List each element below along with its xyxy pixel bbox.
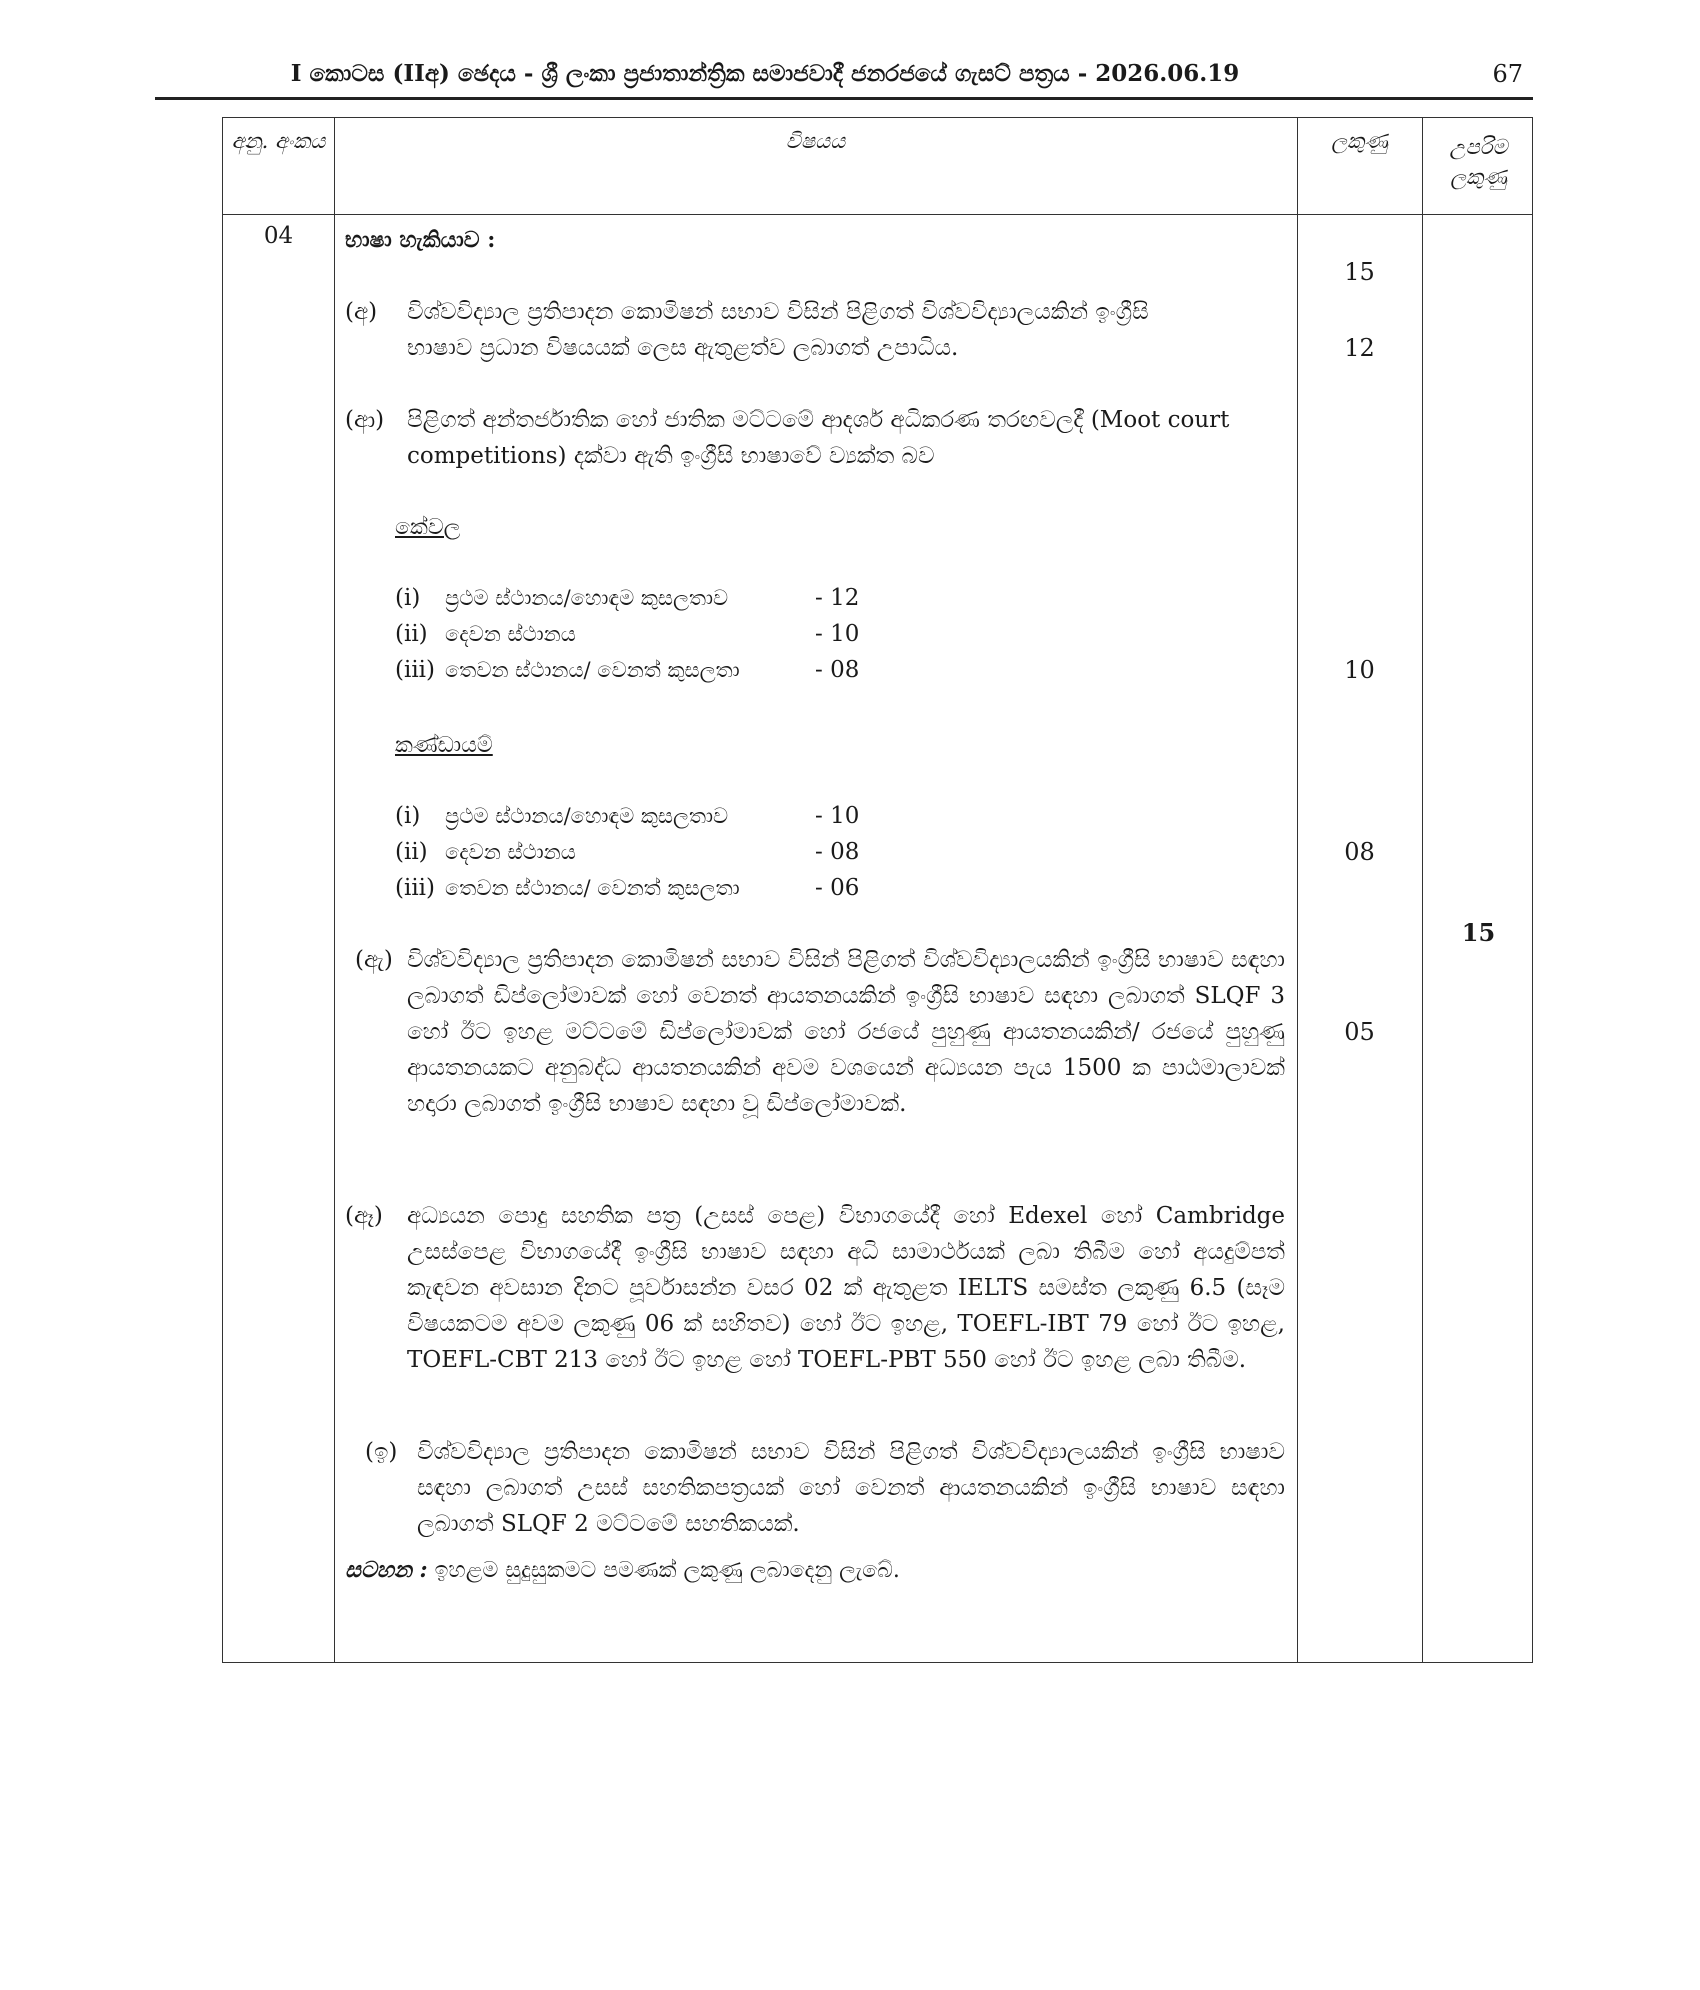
- rank-number: (ii): [395, 621, 428, 647]
- rank-number: (ii): [395, 839, 428, 865]
- marks-value: 08: [1344, 838, 1375, 866]
- individual-heading: කේවල: [395, 515, 461, 540]
- rank-text: ප්‍රථම ස්ථානය/හොඳම කුසලතාව: [445, 804, 729, 828]
- rank-value: - 10: [815, 621, 860, 647]
- marks-table: [222, 117, 1533, 1663]
- column-header-subject: විෂයය: [785, 129, 846, 153]
- item-label-ae: (ඇ): [355, 947, 393, 973]
- marks-value: 10: [1344, 656, 1375, 684]
- rank-text: දෙවන ස්ථානය: [445, 840, 576, 864]
- item-label-ae2: (ඈ): [345, 1203, 383, 1229]
- column-header-max-marks: උපරිම ලකුණු: [1449, 135, 1508, 190]
- rank-value: - 10: [815, 803, 860, 829]
- column-header-item-no: අනු. අංකය: [231, 129, 326, 153]
- page-header: [155, 58, 1533, 98]
- item-aa-line1: පිළිගත් අන්තර්ජාතික හෝ ජාතික මට්ටමේ ආදර්ශ අධිකරණ තරඟවලදී (Moot court: [407, 407, 1230, 433]
- column-divider: [1422, 118, 1423, 1662]
- max-marks-value: 15: [1461, 918, 1496, 947]
- column-divider: [334, 118, 335, 1662]
- item-number: 04: [263, 223, 294, 249]
- item-ae-text: විශ්වවිද්‍යාල ප්‍රතිපාදන කොමිෂන් සභාව විසින් පිළිගත් විශ්වවිද්‍යාලයකින් ඉංග්‍රීසි භාෂාව සඳහා ලබාගත් ඩිප්ලෝමාවක් හෝ වෙනත් ආයතනයකින් ඉංග්‍රීසි භාෂාව සඳහා ලබාගත් SLQF 3 හෝ ඊට ඉහළ මට්ටමේ ඩිප්ලෝමාවක් හෝ රජයේ පුහුණු ආයතනයකින්/ රජයේ පුහුණු ආයතනයකට අනුබද්ධ ආයතනයකින් අවම වශයෙන් අධ්‍යයන පැය 1500 ක පාඨමාලාවක් හදාරා ලබාගත් ඉංග්‍රීසි භාෂාව සඳහා වූ ඩිප්ලෝමාවක්.: [407, 947, 1285, 1117]
- item-a-line2: භාෂාව ප්‍රධාන විෂයයක් ලෙස ඇතුළත්ව ලබාගත් උපාධිය.: [407, 335, 959, 361]
- team-heading: කණ්ඩායම්: [395, 733, 493, 758]
- item-label-i: (ඉ): [365, 1439, 398, 1465]
- header-rule: [155, 97, 1533, 100]
- rank-number: (i): [395, 803, 421, 829]
- marks-value: 12: [1344, 334, 1375, 362]
- marks-value: 15: [1344, 258, 1375, 286]
- item-label-a: (අ): [345, 299, 378, 325]
- rank-number: (iii): [395, 657, 436, 683]
- item-i-text: විශ්වවිද්‍යාල ප්‍රතිපාදන කොමිෂන් සභාව විසින් පිළිගත් විශ්වවිද්‍යාලයකින් ඉංග්‍රීසි භාෂාව සඳහා ලබාගත් උසස් සහතිකපත්‍රයක් හෝ වෙනත් ආයතනයකින් ඉංග්‍රීසි භාෂාව සඳහා ලබාගත් SLQF 2 මට්ටමේ සහතිකයක්.: [417, 1439, 1285, 1537]
- rank-text: දෙවන ස්ථානය: [445, 622, 576, 646]
- header-row-divider: [223, 214, 1532, 215]
- item-a-line1: විශ්වවිද්‍යාල ප්‍රතිපාදන කොමිෂන් සභාව විසින් පිළිගත් විශ්වවිද්‍යාලයකින් ඉංග්‍රීසි: [407, 299, 1149, 325]
- rank-text: තෙවන ස්ථානය/ වෙනත් කුසලතා: [445, 876, 740, 900]
- rank-value: - 06: [815, 875, 860, 901]
- marks-value: 05: [1344, 1018, 1375, 1046]
- note: [345, 1552, 900, 1589]
- rank-text: තෙවන ස්ථානය/ වෙනත් කුසලතා: [445, 658, 740, 682]
- rank-text: ප්‍රථම ස්ථානය/හොඳම කුසලතාව: [445, 586, 729, 610]
- rank-number: (i): [395, 585, 421, 611]
- note-label: සටහන :: [345, 1557, 428, 1583]
- rank-value: - 08: [815, 657, 860, 683]
- rank-value: - 12: [815, 585, 860, 611]
- item-aa-line2: competitions) දක්වා ඇති ඉංග්‍රීසි භාෂාවේ ව්‍යක්ත බව: [407, 443, 935, 469]
- page-number: 67: [1492, 60, 1523, 88]
- item-ae2-text: අධ්‍යයන පොදු සහතික පත්‍ර (උසස් පෙළ) විභාගයේදී හෝ Edexel හෝ Cambridge උසස්පෙළ විභාගයේදී ඉංග්‍රීසි භාෂාව සඳහා අධි සාමාර්ථයක් ලබා තිබීම හෝ අයදුම්පත් කැඳවන අවසාන දිනට පූර්වාසන්න වසර 02 ක් ඇතුළත IELTS සමස්ත ලකුණු 6.5 (සෑම විෂයකටම අවම ලකුණු 06 ක් සහිතව) හෝ ඊට ඉහළ, TOEFL-IBT 79 හෝ ඊට ඉහළ, TOEFL-CBT 213 හෝ ඊට ඉහළ හෝ TOEFL-PBT 550 හෝ ඊට ඉහළ ලබා තිබීම.: [407, 1203, 1285, 1373]
- note-text: ඉහළම සුදුසුකමට පමණක් ලකුණු ලබාදෙනු ලැබේ.: [434, 1558, 900, 1583]
- item-label-aa: (ආ): [345, 407, 385, 433]
- gazette-header-title: I කොටස (IIඅ) ඡෙදය - ශ්‍රී ලංකා ප්‍රජාතාන්ත්‍රික සමාජවාදී ජනරජයේ ගැසට් පත්‍රය - 2026.06.19: [290, 60, 1240, 87]
- column-header-marks: ලකුණු: [1331, 129, 1388, 153]
- rank-value: - 08: [815, 839, 860, 865]
- rank-number: (iii): [395, 875, 436, 901]
- section-title: භාෂා හැකියාව :: [345, 227, 496, 253]
